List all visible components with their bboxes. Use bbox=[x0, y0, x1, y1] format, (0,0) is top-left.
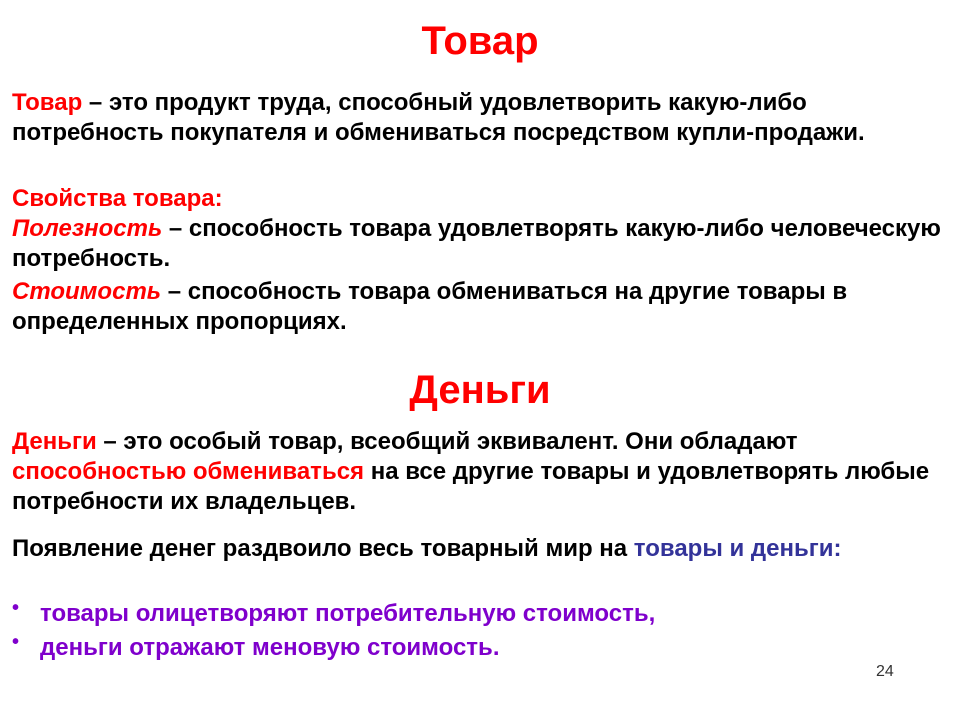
bullet-list bbox=[12, 597, 942, 665]
goods-and-money-highlight: товары и деньги: bbox=[633, 535, 842, 562]
term-tovar: Товар bbox=[12, 89, 83, 116]
properties-heading: Свойства товара: bbox=[12, 185, 223, 212]
dengi-text-2: на все другие товары и удовлетворять любые потребности их владельцев. bbox=[12, 458, 930, 515]
term-utility: Полезность bbox=[12, 215, 163, 242]
dengi-text-1: – это особый товар, всеобщий эквивалент. Они обладают bbox=[96, 428, 798, 455]
utility-definition bbox=[12, 214, 942, 274]
utility-text: – способность товара удовлетворять какую-либо человеческую потребность. bbox=[12, 215, 941, 272]
dengi-definition bbox=[12, 427, 942, 517]
bullet-icon: • bbox=[12, 597, 20, 619]
page-number: 24 bbox=[876, 663, 894, 680]
term-dengi: Деньги bbox=[12, 428, 97, 455]
tovar-definition bbox=[12, 88, 942, 148]
list-item bbox=[12, 631, 942, 665]
list-item bbox=[12, 597, 942, 631]
term-value: Стоимость bbox=[12, 278, 162, 305]
title-dengi: Деньги bbox=[409, 368, 551, 412]
value-definition bbox=[12, 277, 942, 337]
value-text: – способность товара обмениваться на другие товары в определенных пропорциях. bbox=[12, 278, 848, 335]
exchange-ability-highlight: способностью обмениваться bbox=[12, 458, 365, 485]
bullet-icon: • bbox=[12, 631, 20, 653]
bullet-text: деньги отражают меновую стоимость. bbox=[40, 634, 500, 661]
tovar-definition-text: – это продукт труда, способный удовлетворить какую-либо потребность покупателя и обмениваться посредством купли-продажи. bbox=[12, 89, 865, 146]
bullet-text: товары олицетворяют потребительную стоимость, bbox=[40, 600, 656, 627]
title-tovar: Товар bbox=[421, 19, 539, 63]
world-split-statement bbox=[12, 534, 942, 564]
world-split-text: Появление денег раздвоило весь товарный мир на bbox=[12, 535, 634, 562]
